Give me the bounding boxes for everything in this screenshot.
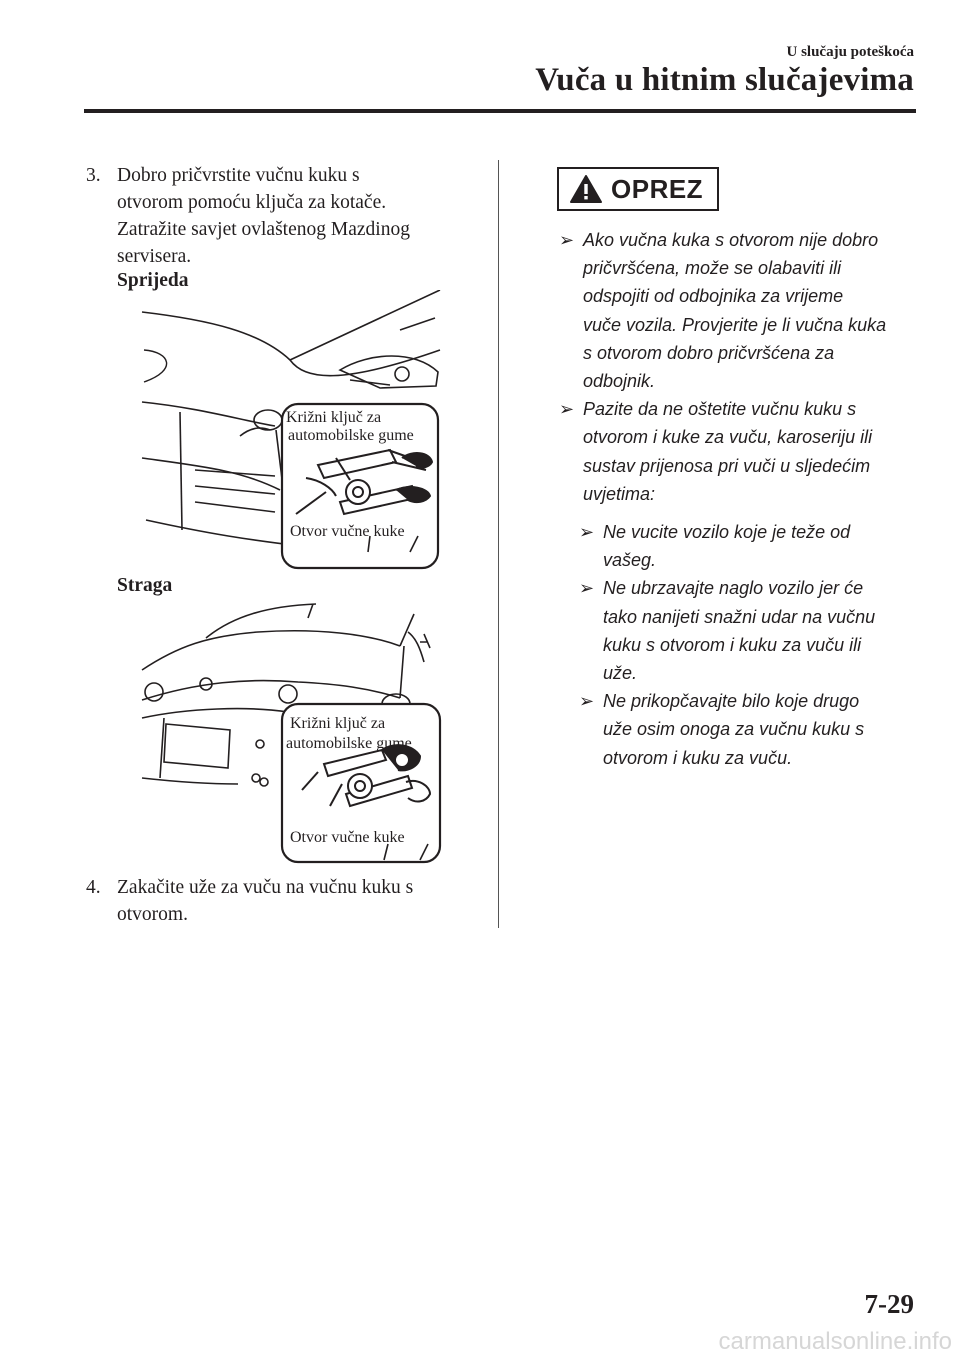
front-hook-callout: Otvor vučne kuke — [290, 523, 405, 540]
arrow-bullet-icon: ➢ — [559, 230, 575, 250]
arrow-bullet-icon: ➢ — [579, 691, 595, 712]
caution-item: ➢ Ako vučna kuka s otvorom nije dobro pričvršćena, može se olabaviti ili odspojiti od odbojnika za vrijeme vuče vozila. Provjerite je li vučna kuka s otvorom dobro pričvršćena za odbojnik. — [557, 226, 922, 395]
figure-rear-label: Straga — [117, 575, 173, 596]
step-line: otvorom pomoću ključa za kotače. — [117, 192, 387, 213]
caution-subitem: ➢ Ne ubrzavajte naglo vozilo jer će tako nanijeti snažni udar na vučnu kuku s otvorom i kuku za vuču ili uže. — [577, 574, 922, 687]
header-rule — [84, 109, 916, 113]
rear-wrench-callout-line1: Križni ključ za — [290, 715, 386, 732]
caution-label: OPREZ — [611, 174, 704, 204]
caution-subitem: ➢ Ne vucite vozilo koje je teže od vašeg. — [577, 518, 922, 574]
caution-list — [557, 226, 922, 772]
rear-bumper-illustration — [138, 598, 448, 868]
front-wrench-callout-line2: automobilske gume — [288, 427, 414, 444]
step-line: Zakačite uže za vuču na vučnu kuku s — [117, 877, 414, 898]
caution-subitem: ➢ Ne prikopčavajte bilo koje drugo uže osim onoga za vučnu kuku s otvorom i kuku za vuču. — [577, 687, 922, 772]
rear-hook-callout: Otvor vučne kuke — [290, 829, 405, 846]
arrow-bullet-icon: ➢ — [579, 578, 595, 599]
arrow-bullet-icon: ➢ — [559, 399, 575, 420]
step-number: 4. — [86, 877, 101, 898]
step-line: Dobro pričvrstite vučnu kuku s — [117, 165, 360, 186]
figure-front-label: Sprijeda — [117, 270, 189, 291]
step-4 — [86, 874, 486, 928]
front-bumper-illustration — [140, 290, 450, 570]
column-divider — [498, 160, 499, 928]
step-line: otvorom. — [117, 904, 188, 925]
arrow-bullet-icon: ➢ — [579, 522, 595, 543]
rear-wrench-callout-line2: automobilske gume — [286, 735, 412, 752]
warning-triangle-icon — [569, 174, 603, 204]
front-wrench-callout-line1: Križni ključ za — [286, 409, 382, 426]
caution-header — [557, 167, 719, 211]
page-number: 7-29 — [864, 1289, 914, 1319]
watermark: carmanualsonline.info — [718, 1328, 952, 1355]
section-name: U slučaju poteškoća — [786, 44, 914, 60]
step-3 — [86, 162, 486, 270]
step-number: 3. — [86, 165, 101, 186]
step-line: Zatražite savjet ovlaštenog Mazdinog — [117, 219, 410, 240]
step-line: servisera. — [117, 246, 192, 267]
caution-item: ➢ Pazite da ne oštetite vučnu kuku s otvorom i kuke za vuču, karoseriju ili sustav prijenosa pri vuči u sljedećim uvjetima: — [557, 395, 922, 508]
page-title: Vuča u hitnim slučajevima — [535, 62, 914, 98]
